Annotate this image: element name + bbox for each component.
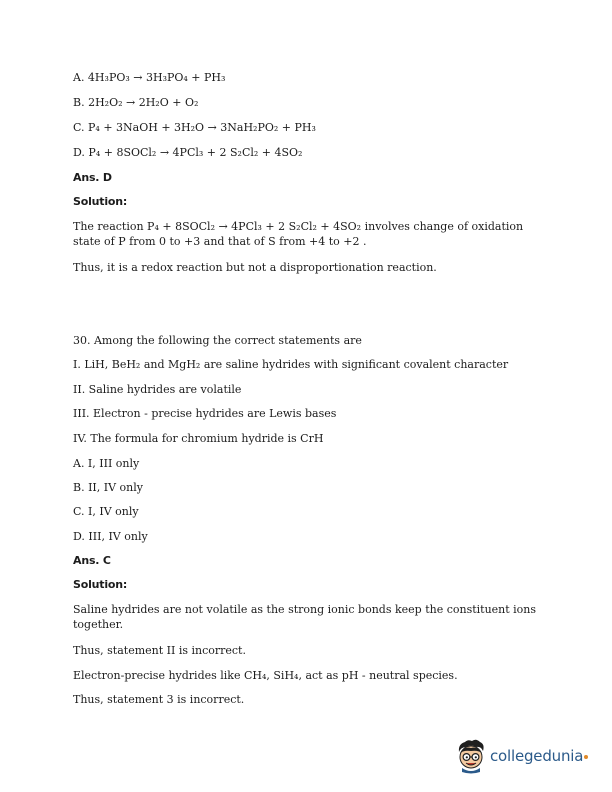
q30-option-d: D. III, IV only <box>73 530 148 543</box>
q30-solution-line-2: Thus, statement II is incorrect. <box>73 644 246 657</box>
brand-dot <box>584 755 588 759</box>
q29-solution-conclusion: Thus, it is a redox reaction but not a disproportionation reaction. <box>73 261 437 274</box>
q30-solution-line-3: Electron-precise hydrides like CH₄, SiH₄, act as pH - neutral species. <box>73 669 458 682</box>
q30-solution-line-4: Thus, statement 3 is incorrect. <box>73 693 245 706</box>
q30-question: 30. Among the following the correct statements are <box>73 334 362 347</box>
q30-option-b: B. II, IV only <box>73 481 143 494</box>
q30-statement-2: II. Saline hydrides are volatile <box>73 383 242 396</box>
brand-name: collegedunia <box>490 747 588 765</box>
collegedunia-logo[interactable] <box>454 735 604 777</box>
q30-statement-4: IV. The formula for chromium hydride is CrH <box>73 432 324 445</box>
q30-answer: Ans. C <box>73 554 111 567</box>
graduate-mascot-icon <box>454 738 488 774</box>
q30-statement-3: III. Electron - precise hydrides are Lewis bases <box>73 407 337 420</box>
q29-option-a: A. 4H₃PO₃ → 3H₃PO₄ + PH₃ <box>73 71 226 84</box>
q29-solution-heading: Solution: <box>73 195 128 208</box>
q30-solution-heading: Solution: <box>73 578 128 591</box>
q29-answer: Ans. D <box>73 171 112 184</box>
q30-statement-1: I. LiH, BeH₂ and MgH₂ are saline hydrides with significant covalent character <box>73 358 509 371</box>
q30-option-c: C. I, IV only <box>73 505 139 518</box>
q29-solution-text: The reaction P₄ + 8SOCl₂ → 4PCl₃ + 2 S₂Cl₂ + 4SO₂ involves change of oxidation state of P from 0 to +3 and that of S from +4 to +2 . <box>73 220 524 248</box>
q29-option-b: B. 2H₂O₂ → 2H₂O + O₂ <box>73 96 199 109</box>
q30-option-a: A. I, III only <box>73 457 140 470</box>
q30-solution-text: Saline hydrides are not volatile as the strong ionic bonds keep the constituent ions together. <box>73 603 537 631</box>
q29-option-c: C. P₄ + 3NaOH + 3H₂O → 3NaH₂PO₂ + PH₃ <box>73 121 316 134</box>
q29-option-d: D. P₄ + 8SOCl₂ → 4PCl₃ + 2 S₂Cl₂ + 4SO₂ <box>73 146 303 159</box>
